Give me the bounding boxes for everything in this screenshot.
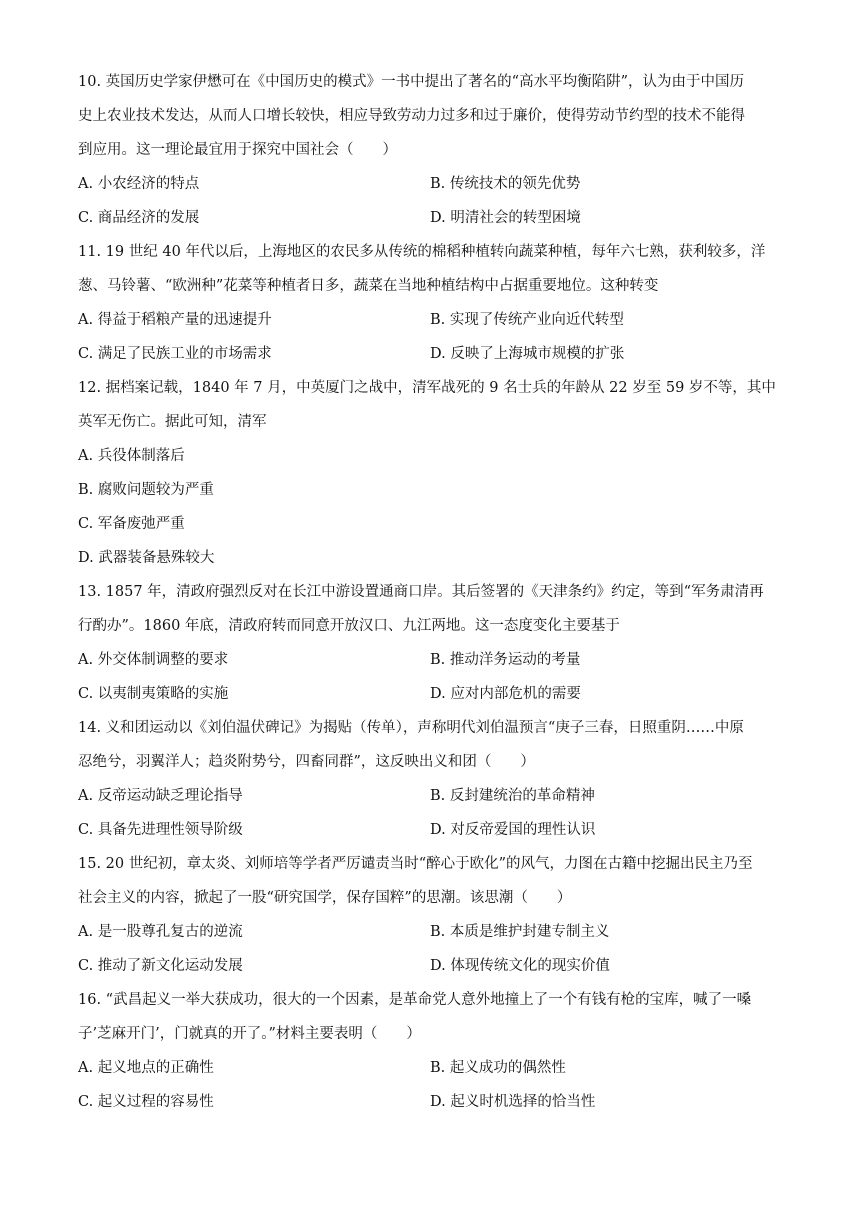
q10-option-b: B. 传统技术的领先优势 — [430, 176, 581, 192]
q14-option-c: C. 具备先进理性领导阶级 — [78, 822, 243, 838]
q13-option-c: C. 以夷制夷策略的实施 — [78, 686, 229, 702]
q11-option-a: A. 得益于稻粮产量的迅速提升 — [78, 312, 272, 328]
q14-stem-line-2: 忍绝兮，羽翼洋人；趋炎附势兮，四畜同群”，这反映出义和团（ ） — [78, 754, 535, 770]
q13-option-a: A. 外交体制调整的要求 — [78, 652, 229, 668]
q16-option-c: C. 起义过程的容易性 — [78, 1094, 214, 1110]
q15-option-a: A. 是一股尊孔复古的逆流 — [78, 924, 243, 940]
q13-stem-line-2: 行酌办”。1860 年底，清政府转而同意开放汉口、九江两地。这一态度变化主要基于 — [78, 618, 620, 634]
q16-stem-line-2: 子’芝麻开门’，门就真的开了。”材料主要表明（ ） — [78, 1026, 421, 1042]
q13-stem-line-1: 13. 1857 年，清政府强烈反对在长江中游设置通商口岸。其后签署的《天津条约》约定，等到“军务肃清再 — [78, 584, 764, 600]
q15-option-c: C. 推动了新文化运动发展 — [78, 958, 243, 974]
q10-option-c: C. 商品经济的发展 — [78, 210, 200, 226]
q14-option-d: D. 对反帝爱国的理性认识 — [430, 822, 596, 838]
q16-option-a: A. 起义地点的正确性 — [78, 1060, 214, 1076]
q14-option-a: A. 反帝运动缺乏理论指导 — [78, 788, 243, 804]
q12-option-c: C. 军备废弛严重 — [78, 516, 185, 532]
q10-stem-line-1: 10. 英国历史学家伊懋可在《中国历史的模式》一书中提出了著名的“高水平均衡陷阱”，认为由于中国历 — [78, 74, 744, 90]
q12-option-d: D. 武器装备悬殊较大 — [78, 550, 215, 566]
q14-stem-line-1: 14. 义和团运动以《刘伯温伏碑记》为揭贴（传单），声称明代刘伯温预言“庚子三春，日照重阴……中原 — [78, 720, 744, 736]
q14-option-b: B. 反封建统治的革命精神 — [430, 788, 595, 804]
q10-stem-line-2: 史上农业技术发达，从而人口增长较快，相应导致劳动力过多和过于廉价，使得劳动节约型的技术不能得 — [78, 108, 745, 124]
q15-stem-line-2: 社会主义的内容，掀起了一股“研究国学，保存国粹”的思潮。该思潮（ ） — [78, 890, 572, 906]
q11-option-c: C. 满足了民族工业的市场需求 — [78, 346, 272, 362]
q16-option-b: B. 起义成功的偶然性 — [430, 1060, 566, 1076]
q12-stem-line-2: 英军无伤亡。据此可知，清军 — [78, 414, 267, 430]
q16-stem-line-1: 16. “武昌起义一举大获成功，很大的一个因素，是革命党人意外地撞上了一个有钱有枪的宝库，喊了一嗓 — [78, 992, 752, 1008]
q11-option-b: B. 实现了传统产业向近代转型 — [430, 312, 624, 328]
q15-option-d: D. 体现传统文化的现实价值 — [430, 958, 610, 974]
q10-stem-line-3: 到应用。这一理论最宜用于探究中国社会（ ） — [78, 142, 397, 158]
q12-option-b: B. 腐败问题较为严重 — [78, 482, 214, 498]
q10-option-d: D. 明清社会的转型困境 — [430, 210, 581, 226]
q13-option-d: D. 应对内部危机的需要 — [430, 686, 581, 702]
q11-stem-line-2: 葱、马铃薯、“欧洲种”花菜等种植者日多，蔬菜在当地种植结构中占据重要地位。这种转变 — [78, 278, 659, 294]
q15-option-b: B. 本质是维护封建专制主义 — [430, 924, 610, 940]
q12-stem-line-1: 12. 据档案记载，1840 年 7 月，中英厦门之战中，清军战死的 9 名士兵的年龄从 22 岁至 59 岁不等，其中 — [78, 380, 776, 396]
q11-stem-line-1: 11. 19 世纪 40 年代以后，上海地区的农民多从传统的棉稻种植转向蔬菜种植，每年六七熟，获利较多，洋 — [78, 244, 766, 260]
q13-option-b: B. 推动洋务运动的考量 — [430, 652, 581, 668]
q15-stem-line-1: 15. 20 世纪初，章太炎、刘师培等学者严厉谴责当时“醉心于欧化”的风气，力图在古籍中挖掘出民主乃至 — [78, 856, 753, 872]
q10-option-a: A. 小农经济的特点 — [78, 176, 200, 192]
q16-option-d: D. 起义时机选择的恰当性 — [430, 1094, 596, 1110]
q12-option-a: A. 兵役体制落后 — [78, 448, 185, 464]
q11-option-d: D. 反映了上海城市规模的扩张 — [430, 346, 625, 362]
